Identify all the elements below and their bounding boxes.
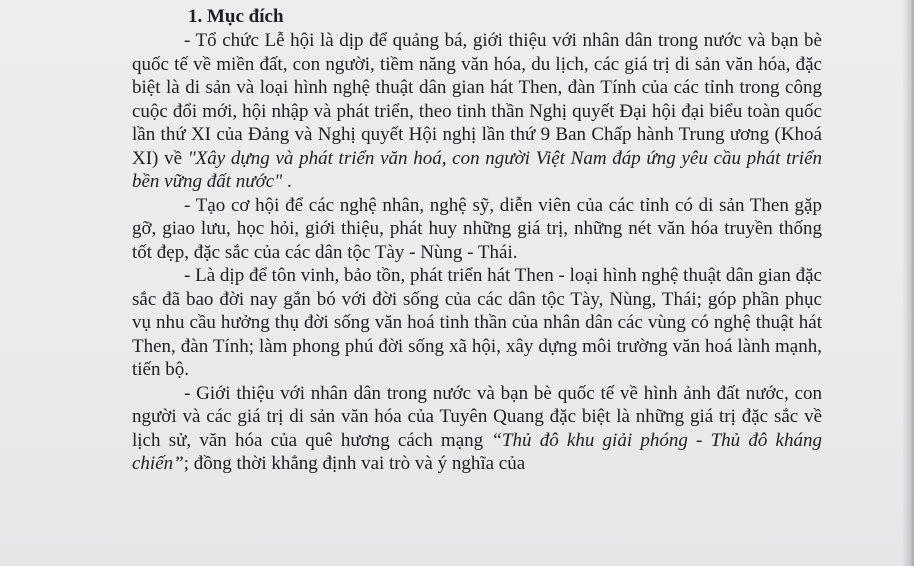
page-edge-shadow — [902, 0, 914, 566]
paragraph-2-text: - Tạo cơ hội để các nghệ nhân, nghệ sỹ, diễn viên của các tỉnh có di sản Then gặp gỡ, giao lưu, học hỏi, giới thiệu, phát huy những giá trị, những nét văn hóa truyền thống tốt đẹp, đặc sắc của các dân tộc Tày - Nùng - Thái. — [132, 194, 822, 263]
paragraph-1-italic-quote: "Xây dựng và phát triển văn hoá, con người Việt Nam đáp ứng yêu cầu phát triển bền vững đất nước" — [132, 147, 822, 192]
paragraph-4-italic-quote: “Thủ đô khu giải phóng - Thủ đô kháng chiến” — [132, 429, 822, 474]
paragraph-1-text: - Tổ chức Lễ hội là dịp để quảng bá, giới thiệu với nhân dân trong nước và bạn bè quốc tế về miền đất, con người, tiềm năng văn hóa, du lịch, các giá trị di sản văn hóa, đặc biệt là di sản và loại hình nghệ thuật dân gian hát Then, đàn Tính của các tỉnh trong công cuộc đổi mới, hội nhập và phát triển, theo tinh thần Nghị quyết Đại hội đại biểu toàn quốc lần thứ XI của Đảng và Nghị quyết Hội nghị lần thứ 9 Ban Chấp hành Trung ương (Khoá XI) về — [132, 30, 822, 169]
section-heading: 1. Mục đích — [188, 6, 284, 27]
paragraph-4-tail: ; đồng thời khẳng định vai trò và ý nghĩa của — [183, 453, 526, 474]
paragraph-1-tail: . — [282, 171, 292, 192]
paragraph-3-text: - Là dịp để tôn vinh, bảo tồn, phát triển hát Then - loại hình nghệ thuật dân gian đặc sắc đã bao đời nay gắn bó với đời sống của các dân tộc Tày, Nùng, Thái; góp phần phục vụ nhu cầu hưởng thụ đời sống văn hoá tinh thần của nhân dân các vùng có nghệ thuật hát Then, đàn Tính; làm phong phú đời sống xã hội, xây dựng môi trường văn hoá lành mạnh, tiến bộ. — [132, 265, 822, 380]
paragraph-2 — [132, 194, 822, 265]
paragraph-1 — [132, 29, 822, 194]
paragraph-4-text: - Giới thiệu với nhân dân trong nước và bạn bè quốc tế về hình ảnh đất nước, con người và các giá trị di sản văn hóa của Tuyên Quang đặc biệt là những giá trị đặc sắc về lịch sử, văn hóa của quê hương cách mạng — [132, 382, 822, 451]
document-body — [132, 4, 822, 476]
paragraph-4 — [132, 382, 822, 476]
paragraph-3 — [132, 264, 822, 382]
